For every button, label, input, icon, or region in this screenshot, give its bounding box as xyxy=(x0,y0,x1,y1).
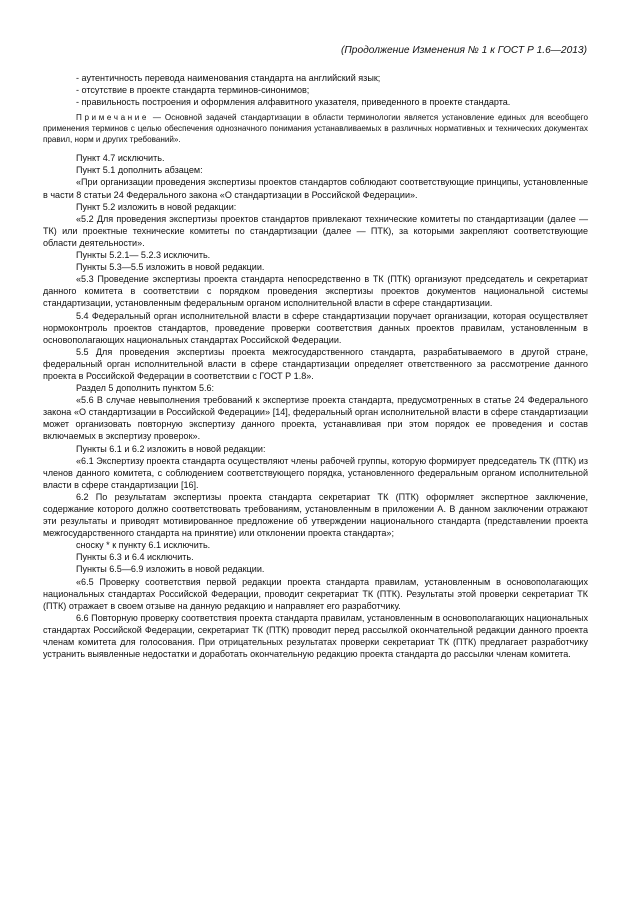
note-label: Примечание xyxy=(76,113,150,123)
amendment-paragraph: сноску * к пункту 6.1 исключить. xyxy=(76,540,211,551)
amendment-paragraph: Пункт 5.2 изложить в новой редакции: xyxy=(76,201,237,212)
document-body xyxy=(43,72,588,660)
list-item-index: - правильность построения и оформления алфавитного указателя, приведенного в проекте стандарта. xyxy=(76,97,511,108)
continuation-header: (Продолжение Изменения № 1 к ГОСТ Р 1.6—2013) xyxy=(341,45,587,56)
amendment-paragraph: «При организации проведения экспертизы проектов стандартов соблюдают соответствующие принципы, установленные в части 8 статьи 24 Федерального закона «О стандартизации в Российской Федерации». xyxy=(43,177,588,200)
amendment-paragraph: «5.2 Для проведения экспертизы проектов стандартов привлекают технические комитеты по стандартизации (далее — ТК) или проектные технические комитеты по стандартизации (далее — ПТК), за которыми закрепляют соответствующие области деятельности». xyxy=(43,213,588,248)
amendment-paragraph: Пункт 4.7 исключить. xyxy=(76,153,165,164)
list-item-synonyms: - отсутствие в проекте стандарта терминов-синонимов; xyxy=(76,85,310,96)
amendment-paragraph: «6.1 Экспертизу проекта стандарта осуществляют члены рабочей группы, которую формирует председатель ТК (ПТК) из членов данного комитета, с соблюдением соответствующего порядка, установленного федеральным органом исполнительной власти в сфере стандартизации [16]. xyxy=(43,455,588,490)
amendment-paragraph: Пункты 6.5—6.9 изложить в новой редакции. xyxy=(76,564,265,575)
amendment-paragraph: Пункты 5.2.1— 5.2.3 исключить. xyxy=(76,250,211,261)
amendment-paragraph: «6.5 Проверку соответствия первой редакции проекта стандарта правилам, установленным в основополагающих национальных стандартах Российской Федерации, проводит секретариат ТК (ПТК). Результаты этой проверки секретариат ТК (ПТК) отражает в своем отзыве на данную редакцию и направляет его разработчику. xyxy=(43,576,588,611)
amendment-paragraph: Пункты 5.3—5.5 изложить в новой редакции. xyxy=(76,262,265,273)
amendment-paragraph: «5.3 Проведение экспертизы проекта стандарта непосредственно в ТК (ПТК) организуют председатель и секретариат данного комитета в соответствии с порядком проведения экспертизы проектов документов национальной системы стандартизации, установленным федеральным органом исполнительной власти в сфере стандартизации. xyxy=(43,274,588,309)
amendment-paragraph: Пункты 6.3 и 6.4 исключить. xyxy=(76,552,194,563)
note-paragraph xyxy=(43,112,588,145)
amendment-paragraph: Пункт 5.1 дополнить абзацем: xyxy=(76,165,203,176)
amendment-paragraph: 6.6 Повторную проверку соответствия проекта стандарта правилам, установленным в основополагающих национальных стандартах Российской Федерации, секретариат ТК (ПТК) проводит перед рассылкой окончательной редакции данного проекта членам комитета для голосования. При отрицательных результатах проверки секретариат ТК (ПТК) предлагает разработчику устранить выявленные недостатки и доработать окончательную редакцию проекта стандарта до рассылки членам комитета. xyxy=(43,612,588,660)
amendment-paragraph: 5.5 Для проведения экспертизы проекта межгосударственного стандарта, разрабатываемого в другой стране, федеральный орган исполнительной власти в сфере стандартизации определяет ответственного за рассмотрение данного проекта в Российской Федерации в соответствии с ГОСТ Р 1.8». xyxy=(43,346,588,381)
amendment-paragraph: «5.6 В случае невыполнения требований к экспертизе проекта стандарта, предусмотренных в статье 24 Федерального закона «О стандартизации в Российской Федерации» [14], федеральный орган исполнительной власти в сфере стандартизации может организовать повторную экспертизу данного проекта, устанавливая при этом порядок ее проведения и состав включаемых в экспертизу проверок». xyxy=(43,395,588,442)
amendment-paragraph: 5.4 Федеральный орган исполнительной власти в сфере стандартизации поручает организации, которая осуществляет нормоконтроль проектов стандартов, проведение проверки соответствия данных проектов правилам, установленным в основополагающих национальных стандартах Российской Федерации. xyxy=(43,310,588,345)
amendment-paragraph: Пункты 6.1 и 6.2 изложить в новой редакции: xyxy=(76,443,266,454)
amendment-paragraph: 6.2 По результатам экспертизы проекта стандарта секретариат ТК (ПТК) оформляет экспертное заключение, содержание которого должно соответствовать требованиям, установленным в приложении А. В данном заключении отражают эти результаты и приводят мотивированное предложение об утверждении национального стандарта (представлении проекта межгосударственного стандарта на принятие) или отклонении проекта стандарта»; xyxy=(43,491,588,539)
note-text: — Основной задачей стандартизации в области терминологии является установление единых для всеобщего применения терминов с целью обеспечения однозначного понимания устанавливаемых в различных нормативных и технических документах правил, норм и других требований». xyxy=(43,113,588,145)
amendment-paragraph: Раздел 5 дополнить пунктом 5.6: xyxy=(76,383,215,394)
list-item-translation: - аутентичность перевода наименования стандарта на английский язык; xyxy=(76,73,381,83)
